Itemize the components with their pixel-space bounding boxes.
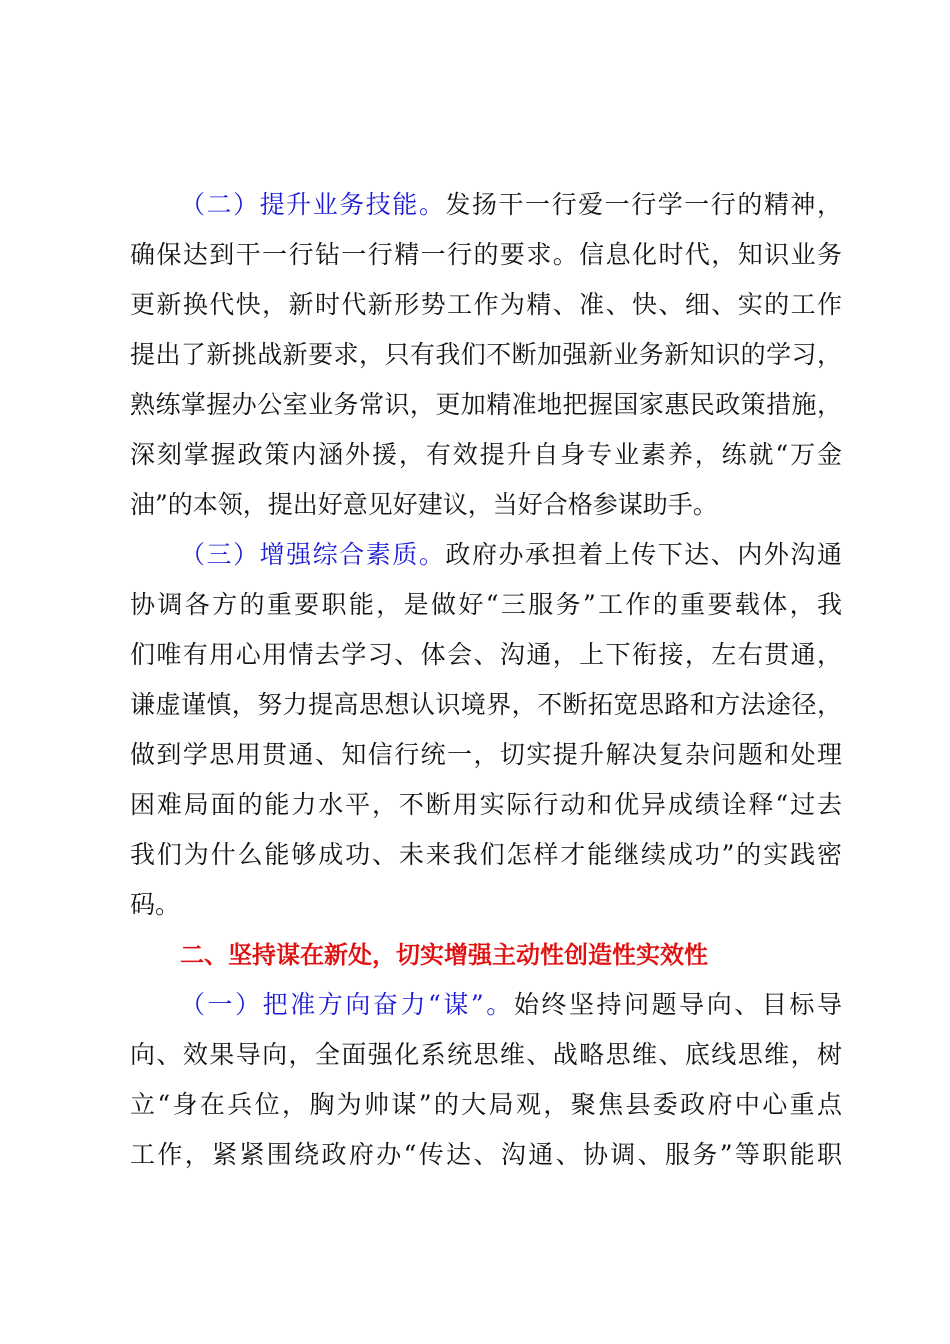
paragraph-line: 熟练掌握办公室业务常识，更加精准地把握国家惠民政策措施， — [130, 390, 842, 419]
paragraph-line: 协调各方的重要职能，是做好“三服务”工作的重要载体，我 — [130, 590, 842, 619]
paragraph-line: 向、效果导向，全面强化系统思维、战略思维、底线思维，树 — [130, 1040, 842, 1069]
subheading-lead: （三）增强综合素质。 — [180, 540, 446, 569]
paragraph-grasp-direction — [130, 980, 842, 1180]
paragraph-line: 立“身在兵位，胸为帅谋”的大局观，聚焦县委政府中心重点 — [130, 1090, 842, 1119]
paragraph-line: 困难局面的能力水平，不断用实际行动和优异成绩诠释“过去 — [130, 790, 842, 819]
paragraph-first-line — [130, 180, 842, 230]
paragraph-line: 工作，紧紧围绕政府办“传达、沟通、协调、服务”等职能职 — [130, 1140, 842, 1169]
paragraph-line: 提出了新挑战新要求，只有我们不断加强新业务新知识的学习， — [130, 340, 842, 369]
subheading-lead: （二）提升业务技能。 — [180, 190, 446, 219]
paragraph-enhance-quality — [130, 530, 842, 930]
paragraph-line: 更新换代快，新时代新形势工作为精、准、快、细、实的工作 — [130, 290, 842, 319]
paragraph-last-line: 码。 — [130, 890, 181, 919]
paragraph-text: 始终坚持问题导向、目标导 — [513, 990, 842, 1019]
paragraph-first-line — [130, 980, 842, 1030]
paragraph-text: 政府办承担着上传下达、内外沟通 — [445, 540, 842, 569]
paragraph-line: 们唯有用心用情去学习、体会、沟通，上下衔接，左右贯通， — [130, 640, 842, 669]
paragraph-line: 深刻掌握政策内涵外援，有效提升自身专业素养，练就“万金 — [130, 440, 842, 469]
paragraph-last-line: 油”的本领，提出好意见好建议，当好合格参谋助手。 — [130, 490, 718, 519]
paragraph-improve-skills — [130, 180, 842, 530]
paragraph-line: 做到学思用贯通、知信行统一，切实提升解决复杂问题和处理 — [130, 740, 842, 769]
paragraph-line: 谦虚谨慎，努力提高思想认识境界，不断拓宽思路和方法途径， — [130, 690, 842, 719]
paragraph-line: 确保达到干一行钻一行精一行的要求。信息化时代，知识业务 — [130, 240, 842, 269]
section-heading: 二、坚持谋在新处，切实增强主动性创造性实效性 — [180, 941, 708, 969]
paragraph-line: 我们为什么能够成功、未来我们怎样才能继续成功”的实践密 — [130, 840, 842, 869]
paragraph-first-line — [130, 530, 842, 580]
document-body — [130, 180, 842, 1180]
paragraph-text: 发扬干一行爱一行学一行的精神， — [445, 190, 842, 219]
subheading-lead: （一）把准方向奋力“谋”。 — [180, 990, 514, 1019]
